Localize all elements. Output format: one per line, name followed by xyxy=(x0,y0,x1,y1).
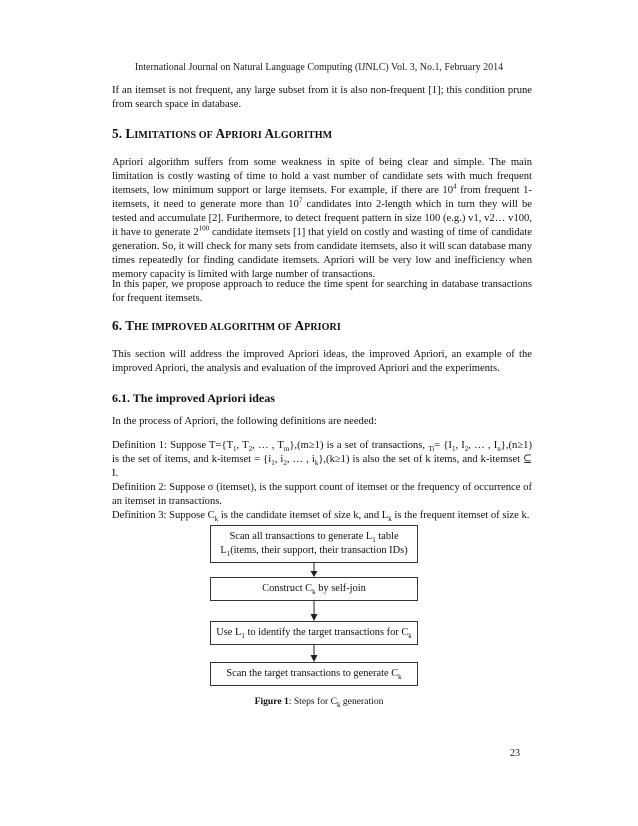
section-5-heading xyxy=(112,126,332,144)
down-arrow-icon xyxy=(308,645,320,662)
definition-1: Definition 1: Suppose $T=\{T_1$, $T_2$, … , $T_m\},(m\ge 1)$ is a set of transactions, $_{Ti}= \{I_1$, $I_2$, … , $I_n\},(n\ge 1)$ is the set of items, and k-itemset = {$i_1$, $i_2$, … , $i_k\},(k\ge 1)$ is also the set of k items, and k-itemset ⊆ I. xyxy=(112,440,533,479)
section-5-paragraph-1: Apriori algorithm suffers from some weakness in spite of being clear and simple. The main limitation is costly wasting of time to hold a vast number of candidate sets with much frequent itemsets, low minimum support or large itemsets. For example, if there are $10^4$ from frequent 1-itemsets, it need to generate more than $10^7$ candidates into 2-length which in turn they will be tested and accumulate [2]. Furthermore, to detect frequent pattern in size 100 (e.g.) v1, v2… v100, it have to generate $2^{100}$ candidate itemsets [1] that yield on costly and wasting of time of candidate generation. So, it will check for many sets from candidate itemsets, also it will scan database many times repeatedly for finding candidate itemsets. Apriori will be very low and inefficiency when memory capacity is limited with large number of transactions. xyxy=(112,157,533,280)
section-6-paragraph-1: This section will address the improved Apriori ideas, the improved Apriori, an example of the improved Apriori, the analysis and evaluation of the improved Apriori and the experiments. xyxy=(112,349,532,374)
section-6-heading: 6. THE IMPROVED ALGORITHM OF APRIORI xyxy=(112,318,341,333)
down-arrow-icon xyxy=(308,563,320,577)
section-6-1-heading: 6.1. The improved Apriori ideas xyxy=(112,391,275,405)
section-6-1-paragraph-1: In the process of Apriori, the following definitions are needed: xyxy=(112,416,377,427)
section-5-title-part: IMITATIONS OF xyxy=(134,130,213,141)
section-5-title-part: PRIORI xyxy=(225,130,262,141)
intro-paragraph: If an itemset is not frequent, any large subset from it is also non-frequent [1]; this condition prune from search space in database. xyxy=(112,85,532,110)
definition-3: Definition 3: Suppose $C_k$ is the candidate itemset of size k, and $L_k$ is the frequent itemset of size k. xyxy=(112,510,530,524)
section-5-paragraph-2: In this paper, we propose approach to reduce the time spent for searching in database transactions for frequent itemsets. xyxy=(112,279,532,304)
flowchart-box-use-l1: Use $L_1$ to identify the target transactions for $C_k$ xyxy=(210,621,418,645)
section-5-title-part: LGORITHM xyxy=(274,130,333,141)
page-number: 23 xyxy=(510,748,520,759)
section-5-title-part: A xyxy=(212,126,226,141)
running-header: International Journal on Natural Language Computing (IJNLC) Vol. 3, No.1, February 2014 xyxy=(134,62,504,73)
down-arrow-icon xyxy=(308,601,320,621)
definition-2: Definition 2: Suppose σ (itemset), is the support count of itemset or the frequency of occurrence of an itemset in transactions. xyxy=(112,482,532,507)
section-5-title-part: A xyxy=(261,126,275,141)
flowchart-box-scan-all: Scan all transactions to generate $L_1$ table $L_1(items$, their support, their transaction IDs) xyxy=(210,525,418,563)
flowchart-box-construct: Construct $C_k$ by self-join xyxy=(210,577,418,601)
section-5-num: 5. L xyxy=(112,126,135,141)
figure-caption: Figure 1: Steps for $C_k$ generation xyxy=(254,696,384,709)
flowchart-box-scan-target: Scan the target transactions to generate $C_k$ xyxy=(210,662,418,686)
